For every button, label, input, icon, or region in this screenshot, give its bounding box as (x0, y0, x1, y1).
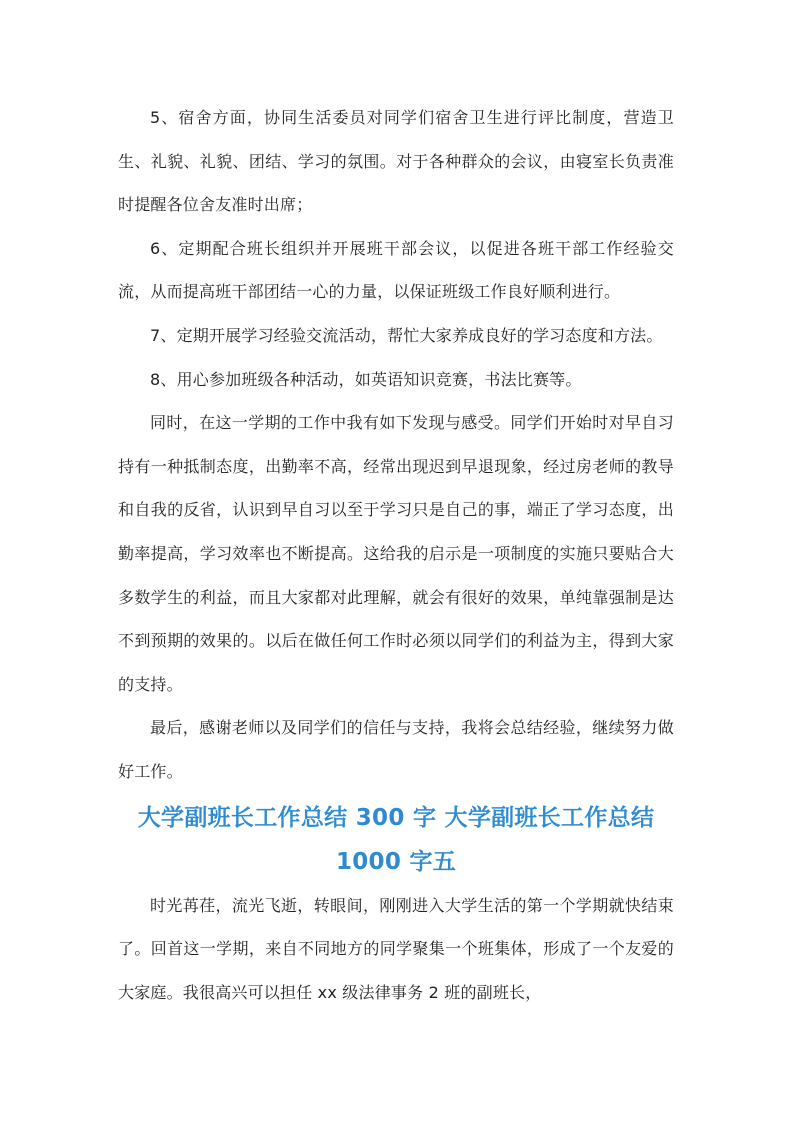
paragraph-closing: 最后，感谢老师以及同学们的信任与支持，我将会总结经验，继续努力做好工作。 (118, 718, 674, 781)
paragraph-intro: 时光苒荏，流光飞逝，转眼间，刚刚进入大学生活的第一个学期就快结束了。回首这一学期，来自不同地方的同学聚集一个班集体，形成了一个友爱的大家庭。我很高兴可以担任 xx 级法律事务 2 班的副班长， (118, 895, 674, 1002)
paragraph-activities: 8、用心参加班级各种活动，如英语知识竞赛，书法比赛等。 (150, 369, 582, 389)
paragraph-meetings: 6、定期配合班长组织并开展班干部会议，以促进各班干部工作经验交流，从而提高班干部团结一心的力量，以保证班级工作良好顺利进行。 (118, 238, 674, 302)
paragraph-reflection: 同时，在这一学期的工作中我有如下发现与感受。同学们开始时对早自习持有一种抵制态度，出勤率不高，经常出现迟到早退现象，经过房老师的教导和自我的反省，认识到早自习以至于学习只是自己的事，端正了学习态度，出勤率提高，学习效率也不断提高。这给我的启示是一项制度的实施只要贴合大多数学生的利益，而且大家都对此理解，就会有很好的效果，单纯靠强制是达不到预期的效果的。以后在做任何工作时必须以同学们的利益为主，得到大家的支持。 (118, 413, 674, 694)
paragraph-dorm: 5、宿舍方面，协同生活委员对同学们宿舍卫生进行评比制度，营造卫生、礼貌、礼貌、团结、学习的氛围。对于各种群众的会议，由寝室长负责准时提醒各位舍友准时出席； (118, 108, 674, 215)
paragraph-study-exchange: 7、定期开展学习经验交流活动，帮忙大家养成良好的学习态度和方法。 (150, 325, 663, 345)
section-heading: 大学副班长工作总结 300 字 大学副班长工作总结 1000 字五 (137, 804, 655, 875)
document-body (118, 96, 674, 1014)
